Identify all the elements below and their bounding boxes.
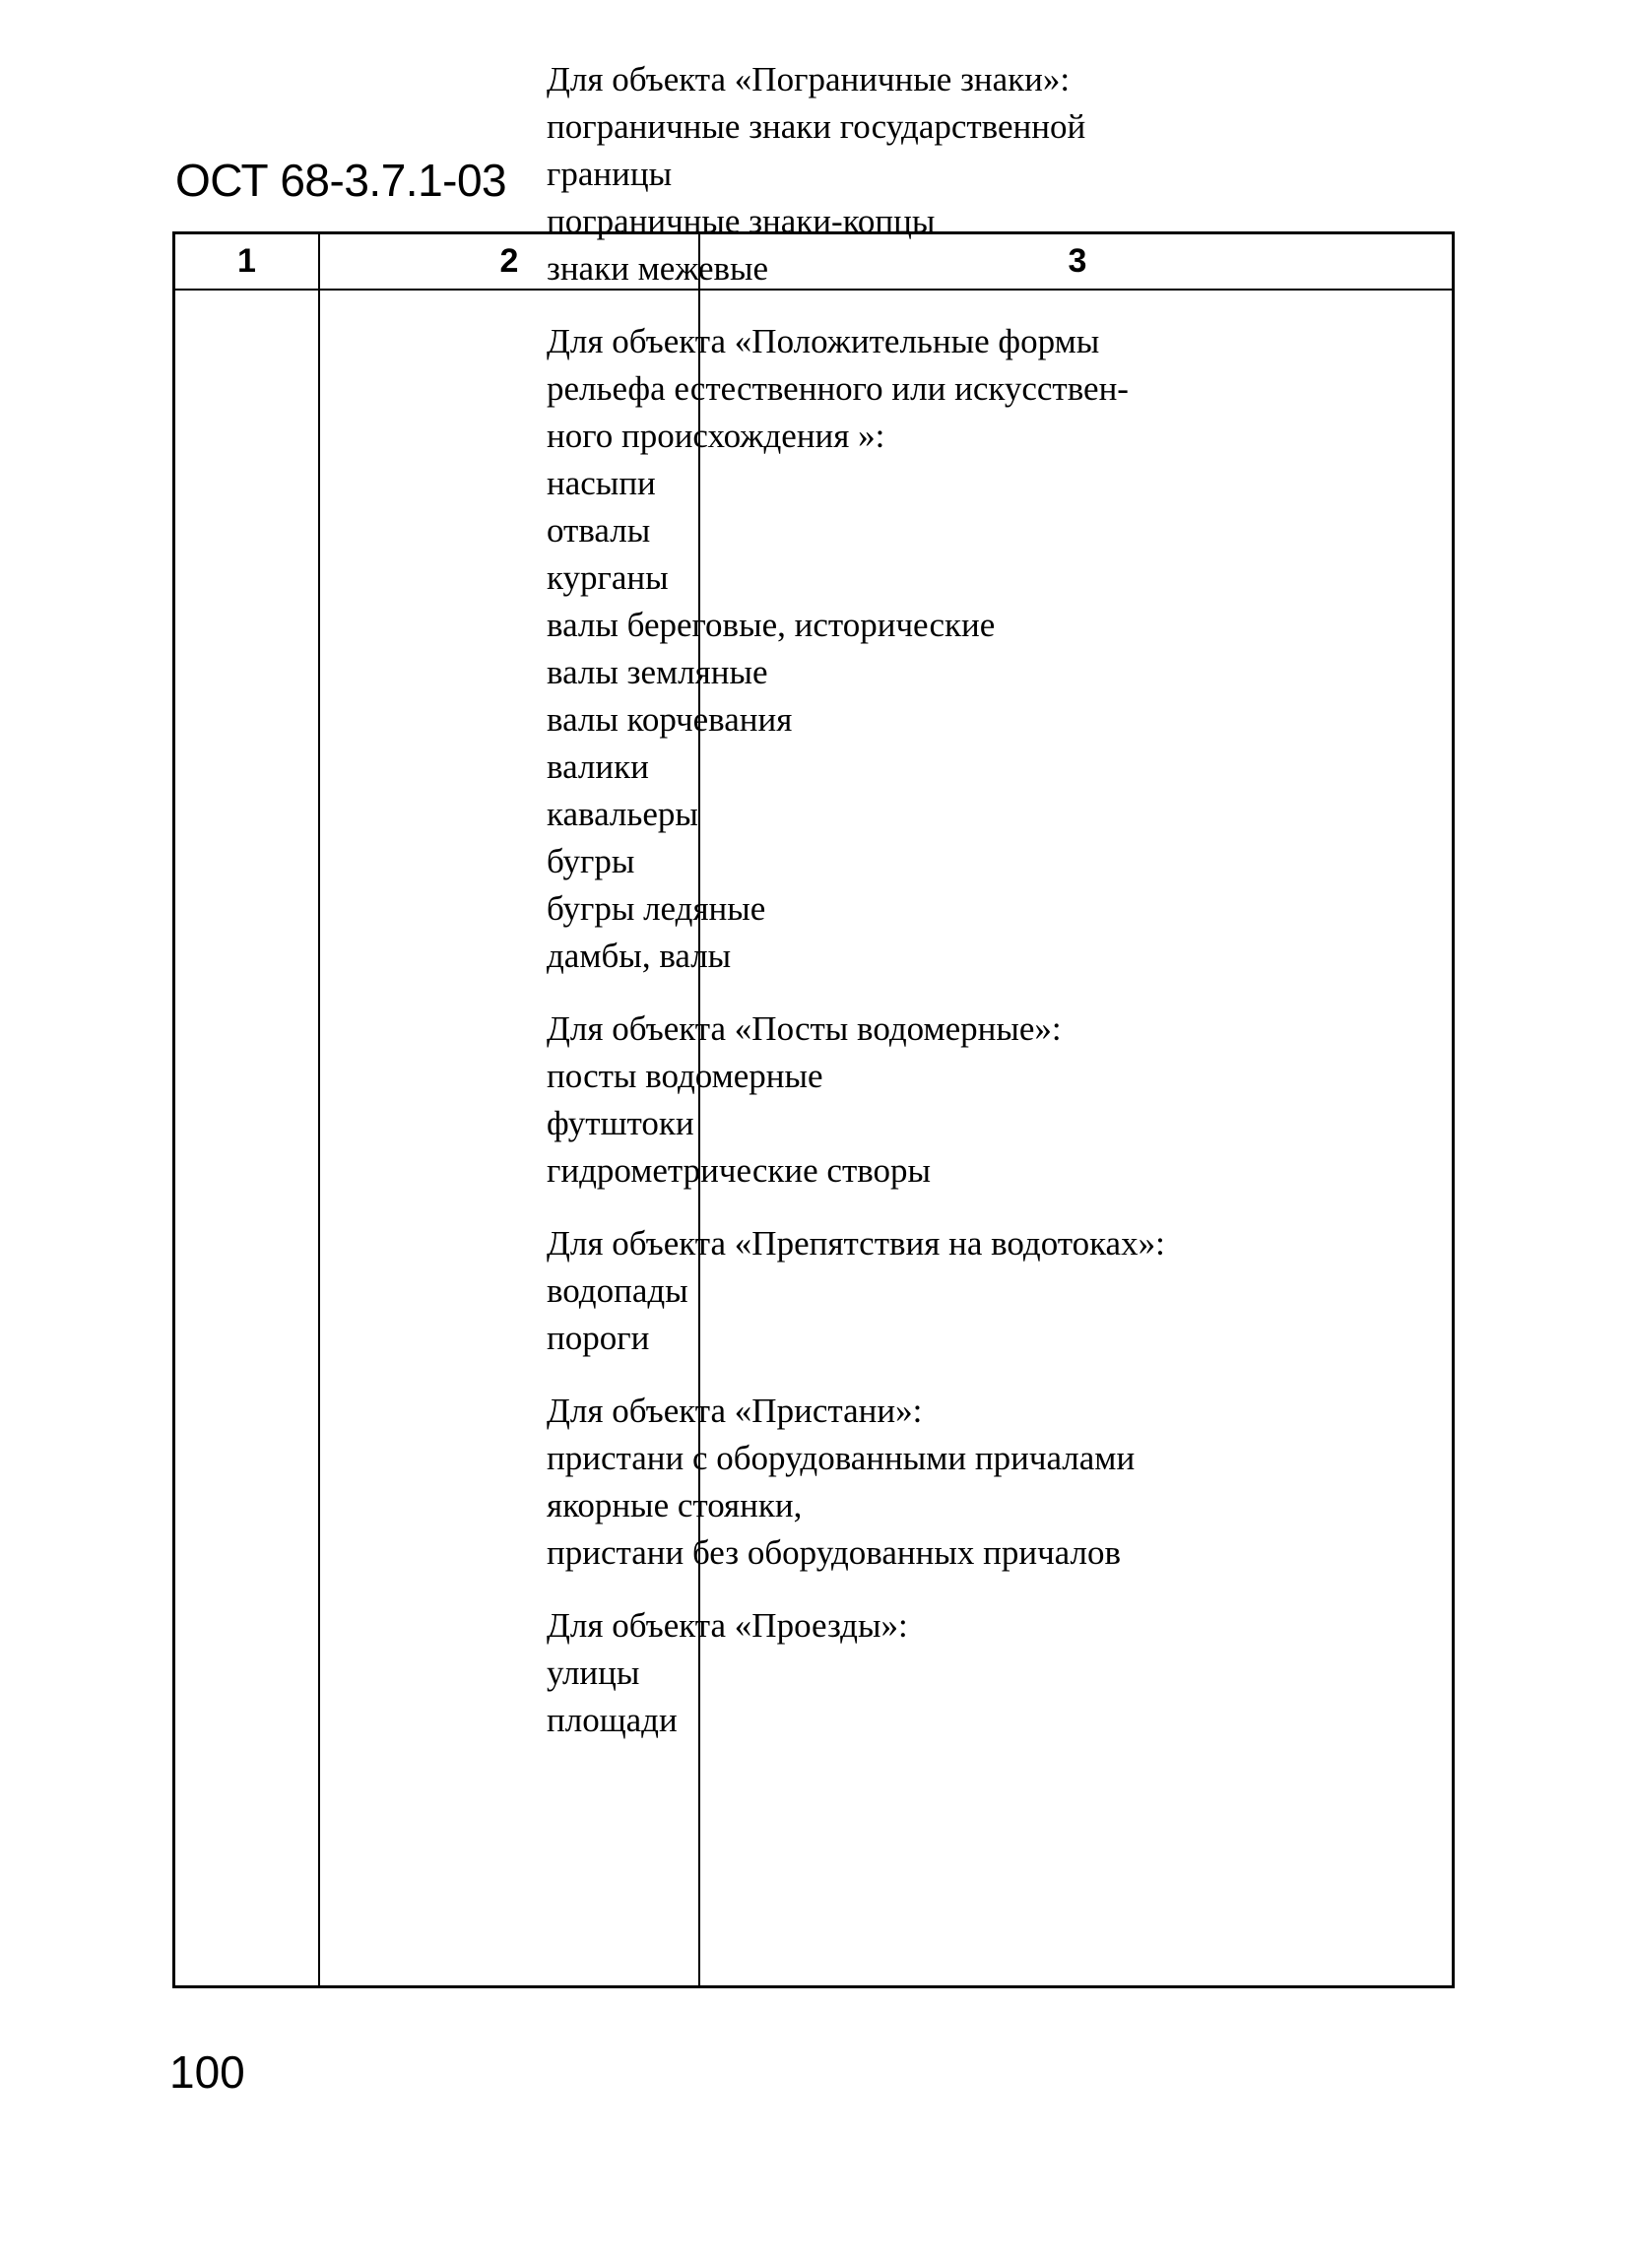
column-header-2: 2 — [499, 242, 519, 280]
list-item: кавальеры — [547, 795, 698, 833]
group-heading: Для объекта «Препятствия на водотоках»: — [547, 1224, 1165, 1263]
list-item: посты водомерные — [547, 1057, 823, 1095]
column-header-1: 1 — [237, 242, 256, 280]
list-item: площади — [547, 1701, 678, 1739]
list-item: валы береговые, исторические — [547, 606, 996, 644]
page-number: 100 — [169, 2046, 245, 2098]
list-item: бугры ледяные — [547, 889, 766, 928]
list-item: якорные стоянки, — [547, 1486, 803, 1524]
group-heading: Для объекта «Пристани»: — [547, 1392, 923, 1430]
list-item: знаки межевые — [547, 249, 769, 288]
group-heading: Для объекта «Проезды»: — [547, 1606, 908, 1645]
list-item: насыпи — [547, 464, 656, 502]
list-item: пристани с оборудованными причалами — [547, 1439, 1136, 1477]
list-item: улицы — [547, 1653, 640, 1692]
object-group — [547, 318, 1271, 980]
object-group — [547, 1602, 1271, 1744]
list-item: бугры — [547, 842, 635, 880]
list-item: пограничные знаки-копцы — [547, 202, 936, 240]
document-code: ОСТ 68-3.7.1-03 — [175, 155, 507, 206]
column-3-content — [547, 56, 1271, 1744]
column-divider-1 — [318, 234, 320, 1985]
column-header-3: 3 — [1068, 242, 1087, 280]
object-group — [547, 1388, 1271, 1577]
object-group — [547, 1220, 1271, 1362]
list-item: пороги — [547, 1319, 650, 1357]
group-heading: Для объекта «Пограничные знаки»: — [547, 60, 1071, 98]
list-item: пристани без оборудованных причалов — [547, 1533, 1122, 1572]
list-item: валики — [547, 747, 649, 786]
group-heading: Для объекта «Посты водомерные»: — [547, 1009, 1062, 1048]
list-item: отвалы — [547, 511, 651, 550]
list-item: футштоки — [547, 1104, 694, 1142]
list-item: водопады — [547, 1271, 688, 1310]
list-item: рельефа естественного или искусствен- — [547, 369, 1129, 408]
list-item: границы — [547, 155, 673, 193]
list-item: дамбы, валы — [547, 937, 732, 975]
list-item: пограничные знаки государственной — [547, 107, 1086, 146]
list-item: валы земляные — [547, 653, 768, 691]
list-item: ного происхождения »: — [547, 417, 885, 455]
object-group — [547, 56, 1271, 292]
list-item: валы корчевания — [547, 700, 793, 739]
list-item: гидрометрические створы — [547, 1151, 932, 1190]
object-group — [547, 1005, 1271, 1195]
list-item: курганы — [547, 558, 669, 597]
group-heading: Для объекта «Положительные формы — [547, 322, 1100, 360]
